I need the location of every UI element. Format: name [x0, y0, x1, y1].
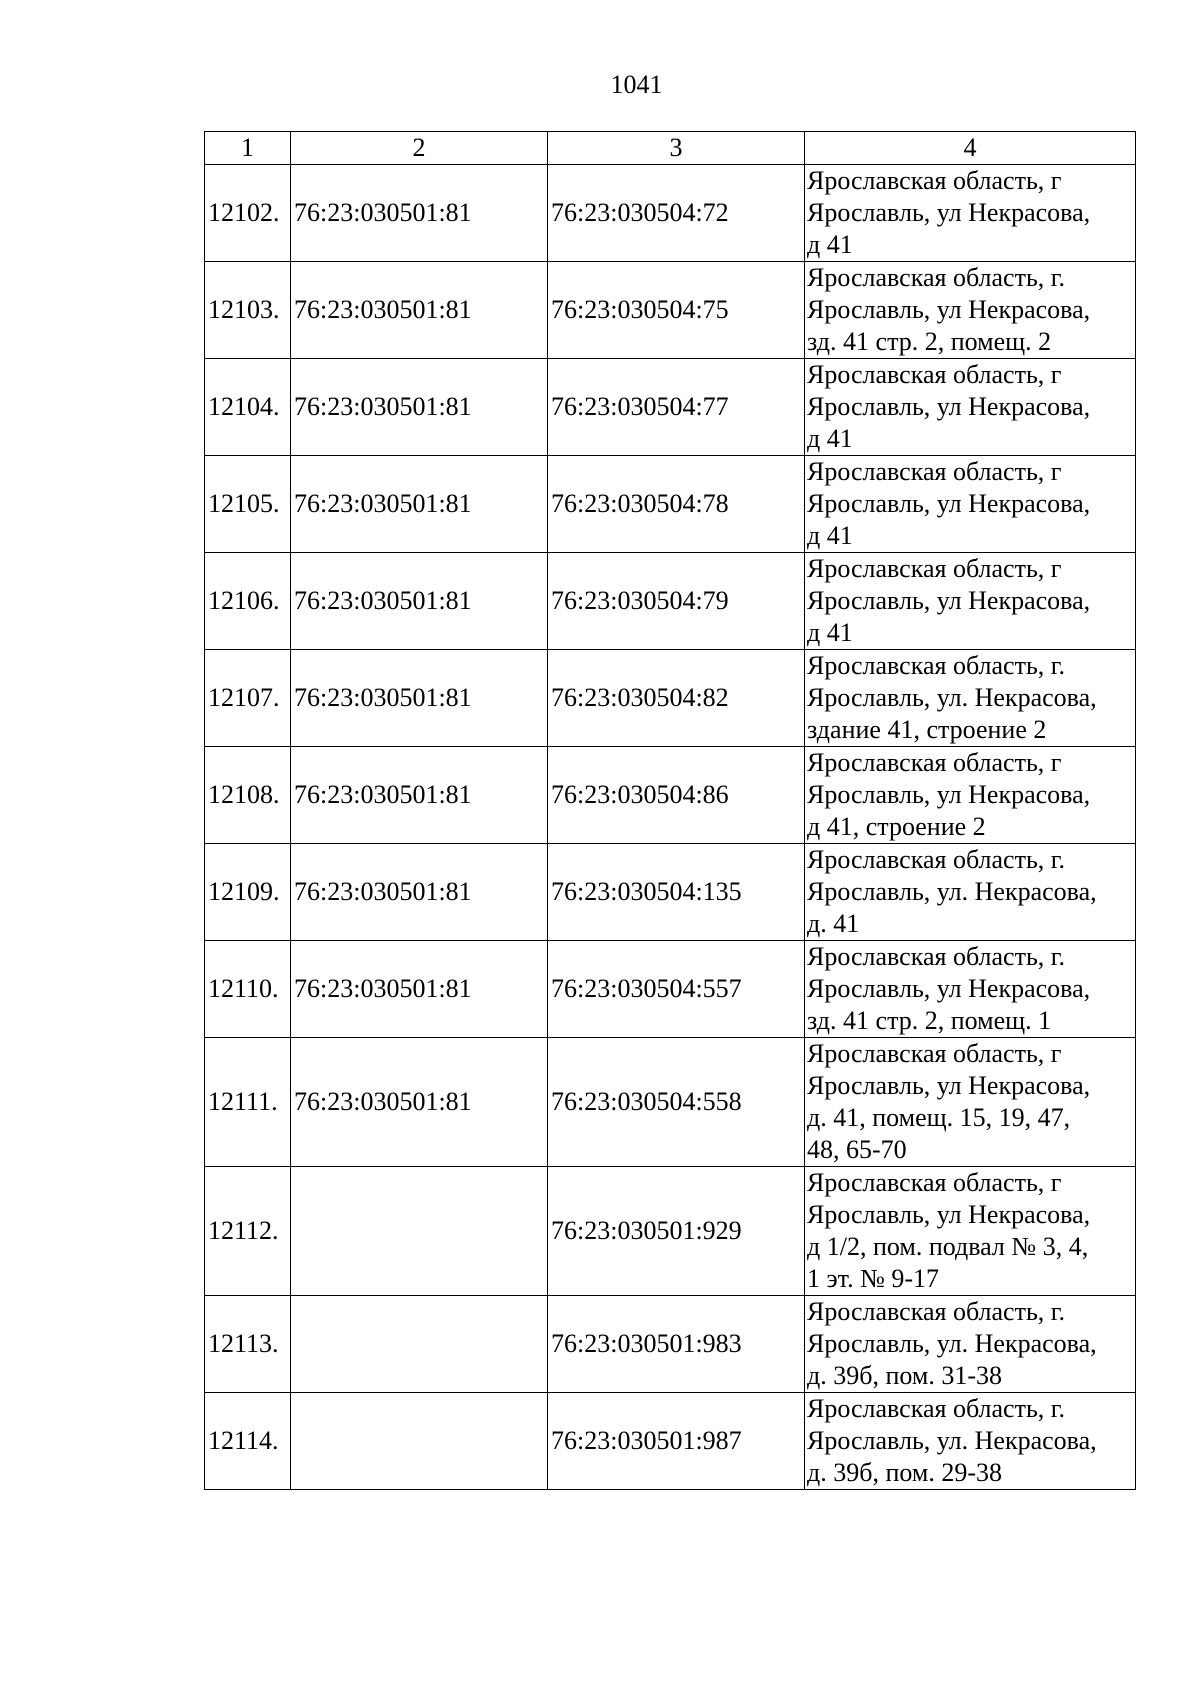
cadastral-number-cell: [291, 1167, 548, 1296]
row-number-cell: 12113.: [205, 1296, 291, 1393]
address-line: Ярославская область, г.: [807, 942, 1066, 971]
table-header-row: [205, 132, 1136, 165]
table-row: [205, 1167, 1136, 1296]
address-line: Ярославская область, г: [807, 1168, 1062, 1197]
cadastral-number-cell: 76:23:030501:81: [291, 1038, 548, 1167]
registry-table: [204, 131, 1136, 1490]
address-cell: [805, 941, 1136, 1038]
address-line: Ярославль, ул Некрасова,: [807, 974, 1091, 1003]
object-cadastral-number-cell: 76:23:030504:72: [548, 165, 805, 262]
object-cadastral-number-cell: 76:23:030504:77: [548, 359, 805, 456]
object-cadastral-number-cell: 76:23:030501:983: [548, 1296, 805, 1393]
address-line: Ярославская область, г: [807, 1039, 1062, 1068]
cadastral-number-cell: 76:23:030501:81: [291, 262, 548, 359]
address-line: 48, 65-70: [807, 1135, 907, 1164]
address-line: Ярославль, ул. Некрасова,: [807, 877, 1097, 906]
address-line: д. 41, помещ. 15, 19, 47,: [807, 1103, 1071, 1132]
cadastral-number-cell: [291, 1296, 548, 1393]
address-line: здание 41, строение 2: [807, 715, 1047, 744]
address-cell: [805, 844, 1136, 941]
address-cell: [805, 359, 1136, 456]
address-line: Ярославская область, г.: [807, 845, 1066, 874]
address-line: зд. 41 стр. 2, помещ. 1: [807, 1006, 1052, 1035]
address-line: д. 39б, пом. 29-38: [807, 1458, 1002, 1487]
row-number-cell: 12106.: [205, 553, 291, 650]
address-cell: [805, 747, 1136, 844]
address-line: д. 39б, пом. 31-38: [807, 1361, 1002, 1390]
table-row: [205, 941, 1136, 1038]
address-cell: [805, 553, 1136, 650]
object-cadastral-number-cell: 76:23:030501:929: [548, 1167, 805, 1296]
object-cadastral-number-cell: 76:23:030504:75: [548, 262, 805, 359]
address-line: Ярославль, ул Некрасова,: [807, 198, 1091, 227]
address-line: Ярославль, ул Некрасова,: [807, 1200, 1091, 1229]
address-line: Ярославль, ул. Некрасова,: [807, 683, 1097, 712]
address-cell: [805, 456, 1136, 553]
address-line: зд. 41 стр. 2, помещ. 2: [807, 327, 1052, 356]
address-line: Ярославская область, г: [807, 457, 1062, 486]
address-line: Ярославль, ул Некрасова,: [807, 295, 1091, 324]
address-line: Ярославль, ул. Некрасова,: [807, 1329, 1097, 1358]
object-cadastral-number-cell: 76:23:030501:987: [548, 1393, 805, 1490]
address-line: д 1/2, пом. подвал № 3, 4,: [807, 1232, 1089, 1261]
row-number-cell: 12107.: [205, 650, 291, 747]
cadastral-number-cell: [291, 1393, 548, 1490]
row-number-cell: 12104.: [205, 359, 291, 456]
address-line: д. 41: [807, 909, 860, 938]
row-number-cell: 12111.: [205, 1038, 291, 1167]
table-row: [205, 844, 1136, 941]
cadastral-number-cell: 76:23:030501:81: [291, 844, 548, 941]
row-number-cell: 12109.: [205, 844, 291, 941]
table-row: [205, 262, 1136, 359]
address-cell: [805, 1296, 1136, 1393]
table-row: [205, 165, 1136, 262]
address-line: д 41: [807, 618, 853, 647]
cadastral-number-cell: 76:23:030501:81: [291, 165, 548, 262]
address-line: Ярославская область, г: [807, 554, 1062, 583]
address-line: д 41: [807, 230, 853, 259]
address-cell: [805, 1393, 1136, 1490]
address-cell: [805, 165, 1136, 262]
row-number-cell: 12114.: [205, 1393, 291, 1490]
object-cadastral-number-cell: 76:23:030504:557: [548, 941, 805, 1038]
object-cadastral-number-cell: 76:23:030504:82: [548, 650, 805, 747]
address-line: Ярославль, ул Некрасова,: [807, 780, 1091, 809]
column-header-1: 1: [205, 132, 291, 165]
address-line: д 41: [807, 521, 853, 550]
cadastral-number-cell: 76:23:030501:81: [291, 650, 548, 747]
object-cadastral-number-cell: 76:23:030504:558: [548, 1038, 805, 1167]
address-cell: [805, 1038, 1136, 1167]
cadastral-number-cell: 76:23:030501:81: [291, 359, 548, 456]
address-line: Ярославль, ул Некрасова,: [807, 489, 1091, 518]
address-line: д 41: [807, 424, 853, 453]
cadastral-number-cell: 76:23:030501:81: [291, 456, 548, 553]
object-cadastral-number-cell: 76:23:030504:86: [548, 747, 805, 844]
address-line: Ярославль, ул Некрасова,: [807, 392, 1091, 421]
table-row: [205, 1038, 1136, 1167]
column-header-3: 3: [548, 132, 805, 165]
address-cell: [805, 262, 1136, 359]
cadastral-number-cell: 76:23:030501:81: [291, 553, 548, 650]
column-header-4: 4: [805, 132, 1136, 165]
page-number: 1041: [610, 70, 663, 99]
address-line: Ярославская область, г: [807, 748, 1062, 777]
address-line: Ярославль, ул Некрасова,: [807, 586, 1091, 615]
table-row: [205, 1393, 1136, 1490]
row-number-cell: 12112.: [205, 1167, 291, 1296]
address-line: Ярославская область, г.: [807, 263, 1066, 292]
table-body: [205, 165, 1136, 1490]
row-number-cell: 12102.: [205, 165, 291, 262]
object-cadastral-number-cell: 76:23:030504:78: [548, 456, 805, 553]
column-header-2: 2: [291, 132, 548, 165]
row-number-cell: 12108.: [205, 747, 291, 844]
address-line: Ярославская область, г: [807, 166, 1062, 195]
cadastral-number-cell: 76:23:030501:81: [291, 941, 548, 1038]
address-line: Ярославская область, г: [807, 360, 1062, 389]
row-number-cell: 12105.: [205, 456, 291, 553]
table-row: [205, 650, 1136, 747]
address-line: Ярославская область, г.: [807, 651, 1066, 680]
table-row: [205, 1296, 1136, 1393]
table-row: [205, 747, 1136, 844]
address-line: Ярославль, ул. Некрасова,: [807, 1426, 1097, 1455]
table-row: [205, 456, 1136, 553]
object-cadastral-number-cell: 76:23:030504:79: [548, 553, 805, 650]
address-line: Ярославская область, г.: [807, 1394, 1066, 1423]
cadastral-number-cell: 76:23:030501:81: [291, 747, 548, 844]
table-row: [205, 553, 1136, 650]
table-row: [205, 359, 1136, 456]
address-cell: [805, 1167, 1136, 1296]
address-line: Ярославская область, г.: [807, 1297, 1066, 1326]
object-cadastral-number-cell: 76:23:030504:135: [548, 844, 805, 941]
row-number-cell: 12110.: [205, 941, 291, 1038]
address-line: Ярославль, ул Некрасова,: [807, 1071, 1091, 1100]
address-line: д 41, строение 2: [807, 812, 986, 841]
address-cell: [805, 650, 1136, 747]
address-line: 1 эт. № 9-17: [807, 1264, 940, 1293]
row-number-cell: 12103.: [205, 262, 291, 359]
